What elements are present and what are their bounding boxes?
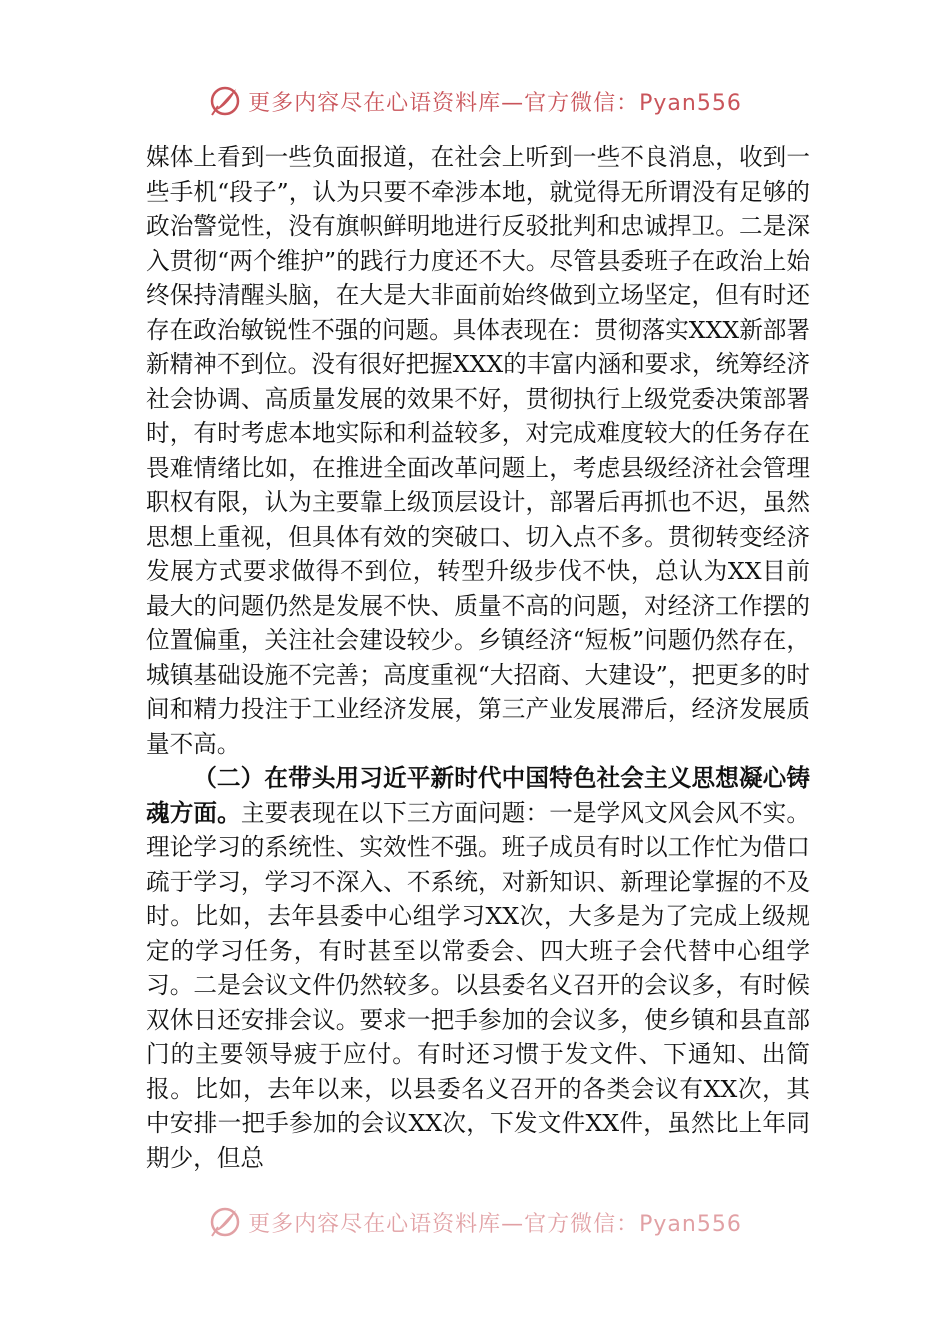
watermark-header: [0, 84, 950, 118]
paragraph-1: [146, 140, 810, 761]
paragraph-1-text: 媒体上看到一些负面报道，在社会上听到一些不良消息，收到一些手机“段子”，认为只要不牵涉本地，就觉得无所谓没有足够的政治警觉性，没有旗帜鲜明地进行反驳批判和忠诚捍卫。二是深入贯彻“两个维护”的践行力度还不大。尽管县委班子在政治上始终保持清醒头脑，在大是大非面前始终做到立场坚定，但有时还存在政治敏锐性不强的问题。具体表现在：贯彻落实XXX新部署新精神不到位。没有很好把握XXX的丰富内涵和要求，统筹经济社会协调、高质量发展的效果不好，贯彻执行上级党委决策部署时，有时考虑本地实际和利益较多，对完成难度较大的任务存在畏难情绪比如，在推进全面改革问题上，考虑县级经济社会管理职权有限，认为主要靠上级顶层设计，部署后再抓也不迟，虽然思想上重视，但具体有效的突破口、切入点不多。贯彻转变经济发展方式要求做得不到位，转型升级步伐不快，总认为XX目前最大的问题仍然是发展不快、质量不高的问题，对经济工作摆的位置偏重，关注社会建设较少。乡镇经济“短板”问题仍然存在，城镇基础设施不完善；高度重视“大招商、大建设”，把更多的时间和精力投注于工业经济发展，第三产业发展滞后，经济发展质量不高。: [146, 143, 810, 758]
watermark-text: 更多内容尽在心语资料库—官方微信：Pyan556: [248, 90, 742, 116]
section-heading: （二）在带头用习近平新时代中国特色社会主义思想凝心铸魂方面。: [146, 764, 810, 827]
document-body: [146, 140, 810, 1220]
watermark-text: 更多内容尽在心语资料库—官方微信：Pyan556: [248, 1211, 742, 1237]
paragraph-2: [146, 761, 810, 1175]
quill-circle-logo-icon: [208, 84, 242, 118]
paragraph-2-text: 主要表现在以下三方面问题：一是学风文风会风不实。理论学习的系统性、实效性不强。班子成员有时以工作忙为借口疏于学习，学习不深入、不系统，对新知识、新理论掌握的不及时。比如，去年县委中心组学习XX次，大多是为了完成上级规定的学习任务，有时甚至以常委会、四大班子会代替中心组学习。二是会议文件仍然较多。以县委名义召开的会议多，有时候双休日还安排会议。要求一把手参加的会议多，使乡镇和县直部门的主要领导疲于应付。有时还习惯于发文件、下通知、出简报。比如，去年以来，以县委名义召开的各类会议有XX次，其中安排一把手参加的会议XX次，下发文件XX件，虽然比上年同期少，但总: [146, 798, 810, 1172]
watermark-footer: [0, 1205, 950, 1239]
quill-circle-logo-icon: [208, 1205, 242, 1239]
